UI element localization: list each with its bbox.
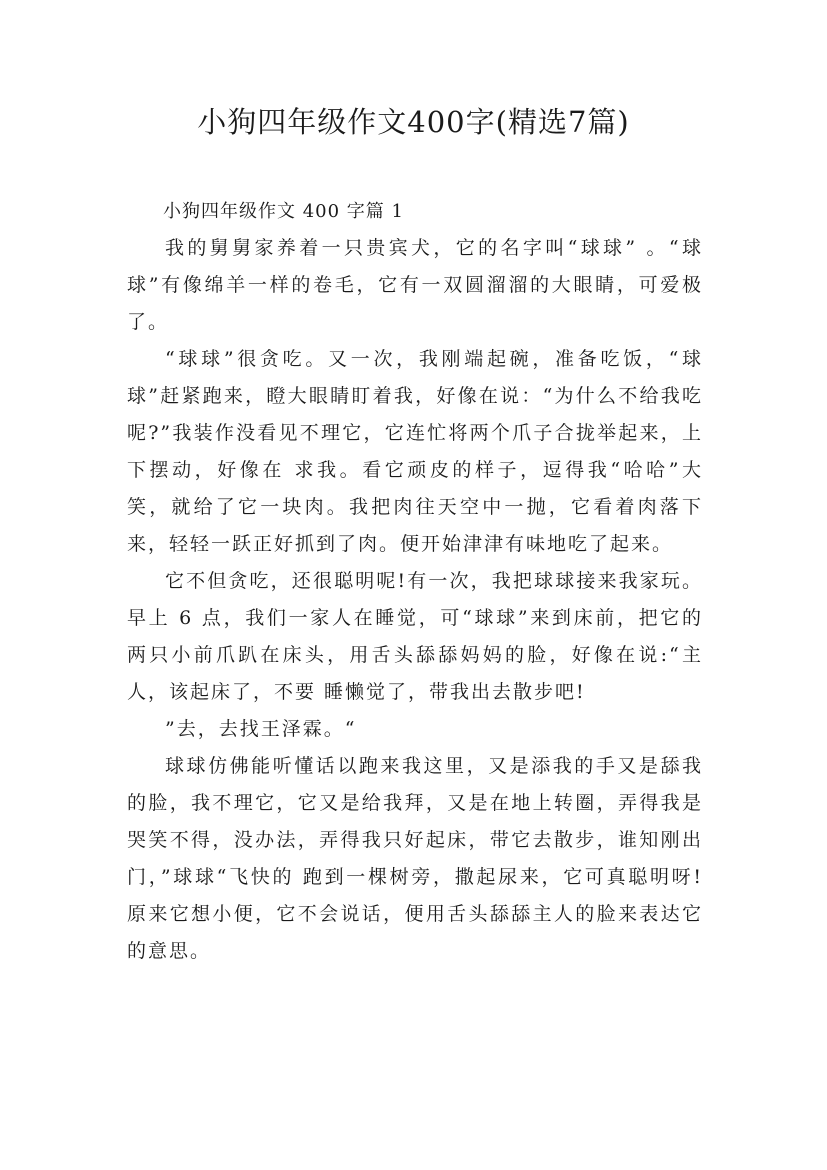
paragraph-4: ”去，去找王泽霖。“	[165, 718, 357, 740]
paragraph-1: 我的舅舅家养着一只贵宾犬，它的名字叫“球球” 。“球球”有像绵羊一样的卷毛，它有一双圆溜溜的大眼睛，可爱极了。	[127, 237, 703, 333]
section-heading: 小狗四年级作文 400 字篇 1	[163, 201, 404, 222]
paragraph-2: “球球”很贪吃。又一次，我刚端起碗，准备吃饭，“球球”赶紧跑来，瞪大眼睛盯着我，好像在说：“为什么不给我吃呢?”我装作没看见不理它，它连忙将两个爪子合拢举起来，上下摆动，好像在 求我。看它顽皮的样子，逗得我“哈哈”大笑，就给了它一块肉。我把肉往天空中一抛，它看着肉落下来，轻轻一跃正好抓到了肉。便开始津津有味地吃了起来。	[127, 348, 703, 555]
document-body	[127, 193, 703, 970]
document-title: 小狗四年级作文400字(精选7篇)	[197, 105, 630, 139]
paragraph-5: 球球仿佛能听懂话以跑来我这里，又是添我的手又是舔我的脸，我不理它，它又是给我拜，又是在地上转圈，弄得我是哭笑不得，没办法，弄得我只好起床，带它去散步，谁知刚出门，”球球“飞快的 跑到一棵树旁，撒起尿来，它可真聪明呀!原来它想小便，它不会说话，便用舌头舔舔主人的脸来表达它的意思。	[127, 755, 703, 962]
paragraph-3: 它不但贪吃，还很聪明呢!有一次，我把球球接来我家玩。早上 6 点，我们一家人在睡觉，可“球球”来到床前，把它的两只小前爪趴在床头，用舌头舔舔妈妈的脸，好像在说:“主人，该起床了，不要 睡懒觉了，带我出去散步吧!	[127, 570, 703, 703]
